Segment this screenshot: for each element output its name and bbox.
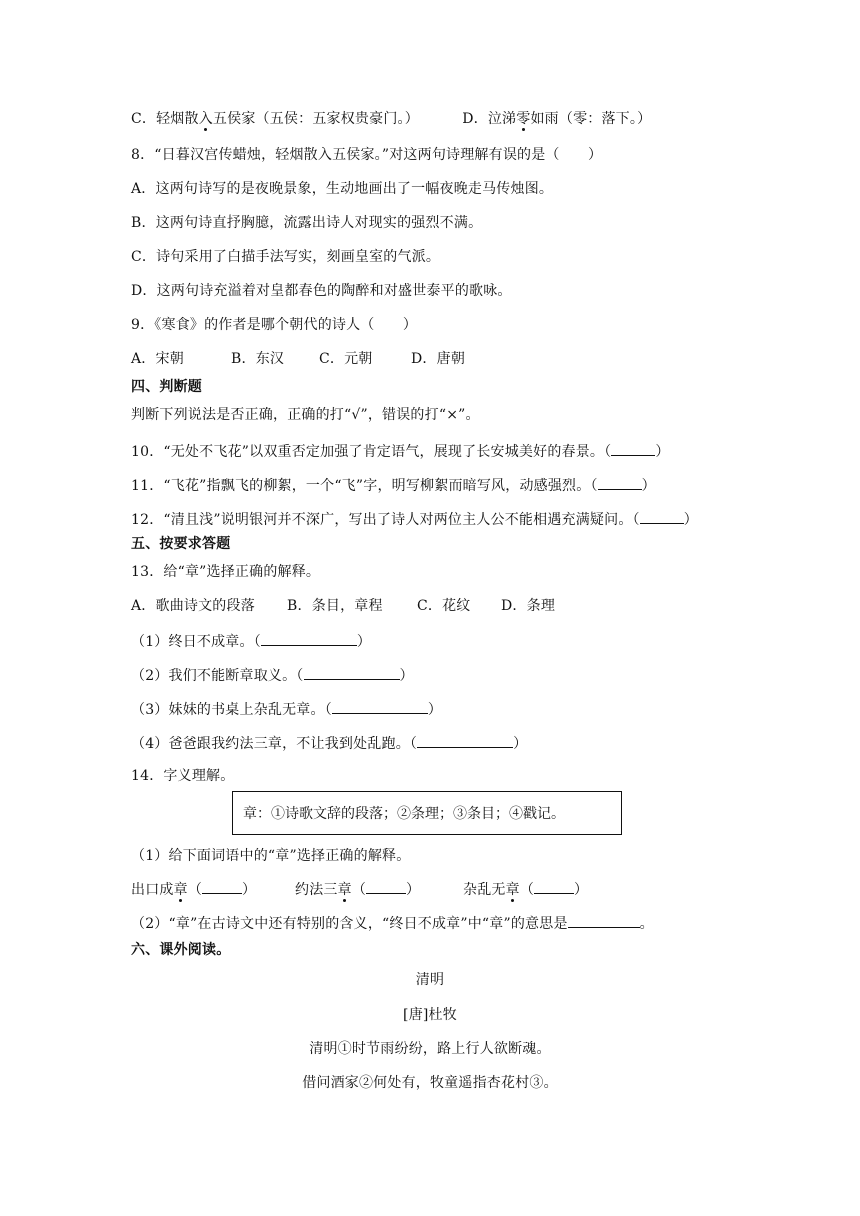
- answer-blank[interactable]: [202, 879, 242, 894]
- q13-item-2: （2）我们不能断章取义。（ ）: [131, 665, 414, 685]
- q9-option-a: A．宋朝: [131, 351, 184, 367]
- q8-option-a: A．这两句诗写的是夜晚景象，生动地画出了一幅夜晚走马传烛图。: [131, 181, 554, 197]
- q13-item-4: （4）爸爸跟我约法三章，不让我到处乱跑。（ ）: [131, 733, 527, 753]
- q11: 11．“飞花”指飘飞的柳絮，一个“飞”字，明写柳絮而暗写风，动感强烈。（ ）: [131, 475, 656, 495]
- answer-blank[interactable]: [640, 509, 684, 524]
- emphasis-dot-char: 章: [173, 882, 188, 898]
- q13-option-b: B．条目，章程: [287, 598, 383, 614]
- q12: 12．“清且浅”说明银河并不深广，写出了诗人对两位主人公不能相遇充满疑问。（ ）: [131, 509, 698, 529]
- answer-blank[interactable]: [534, 879, 574, 894]
- poem-author: [唐]杜牧: [403, 1007, 457, 1023]
- definition-text: 章：①诗歌文辞的段落；②条理；③条目；④戳记。: [243, 806, 565, 822]
- q13-stem: 13．给“章”选择正确的解释。: [131, 564, 321, 580]
- q9-stem: 9．《寒食》的作者是哪个朝代的诗人（ ）: [131, 317, 418, 333]
- q13-item-1: （1）终日不成章。（ ）: [131, 631, 371, 651]
- q13-option-c: C．花纹: [417, 598, 471, 614]
- emphasis-dot-char: 章: [505, 882, 520, 898]
- q14-stem: 14．字义理解。: [131, 768, 235, 784]
- q14-words-row: [131, 879, 588, 899]
- q13-options-row: [131, 597, 555, 615]
- emphasis-dot-char: 零: [516, 111, 531, 127]
- q8-option-c: C．诗句采用了白描手法写实，刻画皇室的气派。: [131, 249, 441, 265]
- q9-options-row: [131, 350, 465, 368]
- q14-word-2: 约法三章（ ）: [295, 879, 463, 899]
- poem-line-2: 借问酒家②何处有，牧童遥指杏花村③。: [302, 1075, 558, 1091]
- answer-blank[interactable]: [304, 665, 400, 680]
- q7-options-row: [131, 110, 651, 128]
- section-4-instruction: 判断下列说法是否正确，正确的打“√”，错误的打“×”。: [131, 407, 480, 423]
- q14-word-3: 杂乱无章（ ）: [463, 879, 588, 899]
- poem-line-1: 清明①时节雨纷纷，路上行人欲断魂。: [309, 1041, 551, 1057]
- q7-option-d: D．泣涕零如雨（零：落下。）: [462, 111, 652, 127]
- answer-blank[interactable]: [417, 733, 513, 748]
- answer-blank[interactable]: [332, 699, 428, 714]
- section-4-title: 四、判断题: [131, 379, 202, 395]
- answer-blank[interactable]: [366, 879, 406, 894]
- emphasis-dot-char: 入: [198, 111, 213, 127]
- q14-word-1: 出口成章（ ）: [131, 879, 295, 899]
- section-5-title: 五、按要求答题: [131, 536, 231, 552]
- q8-option-d: D．这两句诗充溢着对皇都春色的陶醉和对盛世泰平的歌咏。: [131, 283, 512, 299]
- q13-option-d: D．条理: [501, 598, 556, 614]
- section-6-title: 六、课外阅读。: [131, 942, 231, 958]
- q10: 10．“无处不飞花”以双重否定加强了肯定语气，展现了长安城美好的春景。（ ）: [131, 441, 670, 461]
- answer-blank[interactable]: [598, 475, 642, 490]
- q13-item-3: （3）妹妹的书桌上杂乱无章。（ ）: [131, 699, 442, 719]
- q8-stem: 8．“日暮汉宫传蜡烛，轻烟散入五侯家。”对这两句诗理解有误的是（ ）: [131, 147, 603, 163]
- answer-blank[interactable]: [568, 913, 640, 928]
- answer-blank[interactable]: [611, 441, 655, 456]
- q9-option-c: C．元朝: [319, 351, 373, 367]
- answer-blank[interactable]: [261, 631, 357, 646]
- q9-option-b: B．东汉: [231, 351, 285, 367]
- q9-option-d: D．唐朝: [411, 351, 466, 367]
- definition-box: [232, 791, 622, 835]
- poem-title: 清明: [415, 972, 445, 988]
- q8-option-b: B．这两句诗直抒胸臆，流露出诗人对现实的强烈不满。: [131, 215, 483, 231]
- q14-sub1: （1）给下面词语中的“章”选择正确的解释。: [131, 848, 411, 864]
- q13-option-a: A．歌曲诗文的段落: [131, 598, 255, 614]
- q7-option-c: C．轻烟散入五侯家（五侯：五家权贵豪门。）: [131, 111, 419, 127]
- q14-sub2: （2）“章”在古诗文中还有特别的含义，“终日不成章”中“章”的意思是 。: [131, 913, 654, 933]
- emphasis-dot-char: 章: [337, 882, 352, 898]
